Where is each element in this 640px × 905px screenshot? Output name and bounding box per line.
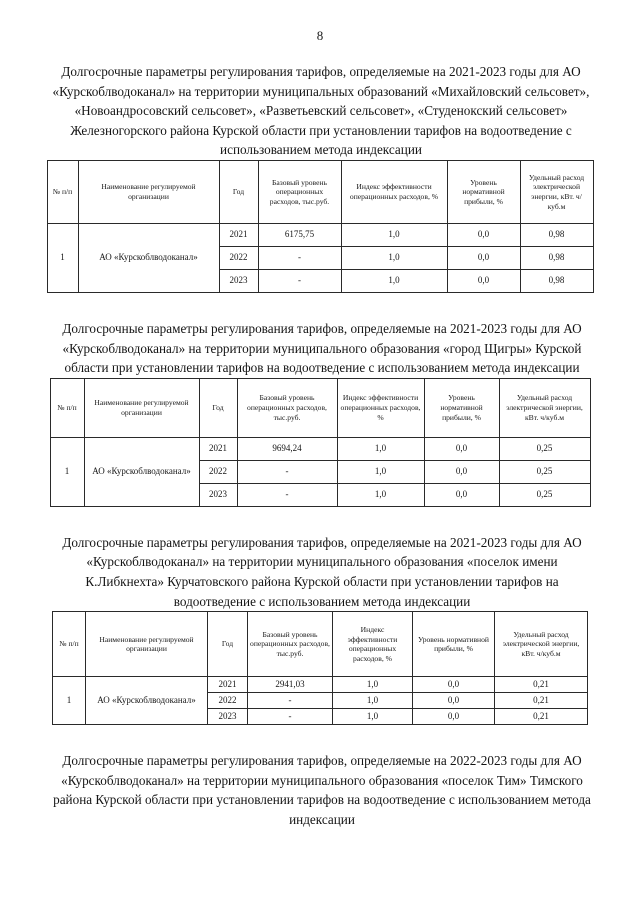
- col-header-number: № п/п: [53, 612, 86, 677]
- cell-index: 1,0: [337, 460, 424, 483]
- cell-index: 1,0: [337, 437, 424, 460]
- cell-index: 1,0: [333, 709, 413, 725]
- cell-energy: 0,25: [499, 437, 590, 460]
- cell-energy: 0,21: [495, 709, 588, 725]
- cell-year: 2022: [199, 460, 237, 483]
- cell-energy: 0,25: [499, 460, 590, 483]
- col-header-index: Индекс эффективности операционных расходов, %: [337, 378, 424, 437]
- col-header-year: Год: [208, 612, 248, 677]
- col-header-org: Наименование регулируемой организации: [84, 378, 199, 437]
- cell-profit: 0,0: [424, 437, 499, 460]
- section-2-heading: Долгосрочные параметры регулирования тарифов, определяемые на 2021-2023 годы для АО «Курскоблводоканал» на территории муниципального образования «город Щигры» Курской области при установлении тарифов на водоотведение с использованием метода индексации: [62, 320, 582, 376]
- cell-row-number: 1: [53, 677, 86, 725]
- cell-index: 1,0: [341, 269, 447, 292]
- cell-row-number: 1: [47, 223, 78, 292]
- cell-base-cost: -: [237, 483, 337, 506]
- cell-energy: 0,98: [520, 223, 593, 246]
- section-4-heading: Долгосрочные параметры регулирования тарифов, определяемые на 2022-2023 годы для АО «Курскоблводоканал» на территории муниципального образования «поселок Тим» Тимского района Курской области при установлении тарифов на водоотведение с использованием метода индексации: [53, 753, 591, 827]
- col-header-energy: Удельный расход электрической энергии, кВт. ч/куб.м: [499, 378, 590, 437]
- cell-base-cost: -: [258, 246, 341, 269]
- col-header-year: Год: [199, 378, 237, 437]
- col-header-org: Наименование регулируемой организации: [78, 160, 219, 223]
- cell-org-name: АО «Курскоблводоканал»: [84, 437, 199, 506]
- table-header-row: [50, 378, 590, 437]
- col-header-profit: Уровень нормативной прибыли, %: [447, 160, 520, 223]
- cell-index: 1,0: [333, 677, 413, 693]
- section-3-table: [52, 611, 588, 725]
- col-header-energy: Удельный расход электрической энергии, кВт. ч/куб.м: [495, 612, 588, 677]
- section-4: [0, 725, 640, 829]
- cell-year: 2021: [219, 223, 258, 246]
- col-header-number: № п/п: [50, 378, 84, 437]
- cell-energy: 0,25: [499, 483, 590, 506]
- cell-profit: 0,0: [424, 460, 499, 483]
- col-header-profit: Уровень нормативной прибыли, %: [413, 612, 495, 677]
- section-2: [0, 293, 640, 507]
- cell-profit: 0,0: [424, 483, 499, 506]
- section-1-heading: Долгосрочные параметры регулирования тарифов, определяемые на 2021-2023 годы для АО «Курскоблводоканал» на территории муниципальных образований «Михайловский сельсовет», «Новоандросовский сельсовет», «Разветьевский сельсовет», «Студенокский сельсовет» Железногорского района Курской области при установлении тарифов на водоотведение с использованием метода индексации: [52, 64, 590, 158]
- cell-year: 2021: [199, 437, 237, 460]
- section-2-table: [50, 378, 591, 507]
- cell-year: 2022: [208, 693, 248, 709]
- cell-energy: 0,98: [520, 269, 593, 292]
- cell-profit: 0,0: [413, 693, 495, 709]
- section-3-heading: Долгосрочные параметры регулирования тарифов, определяемые на 2021-2023 годы для АО «Курскоблводоканал» на территории муниципального образования «поселок имени К.Либкнехта» Курчатовского района Курской области при установлении тарифов на водоотведение с использованием метода индексации: [62, 534, 582, 609]
- col-header-index: Индекс эффективности операционных расходов, %: [333, 612, 413, 677]
- cell-base-cost: -: [237, 460, 337, 483]
- cell-index: 1,0: [337, 483, 424, 506]
- cell-profit: 0,0: [413, 709, 495, 725]
- cell-index: 1,0: [333, 693, 413, 709]
- col-header-year: Год: [219, 160, 258, 223]
- section-1: [0, 44, 640, 293]
- cell-energy: 0,98: [520, 246, 593, 269]
- cell-row-number: 1: [50, 437, 84, 506]
- table-header-row: [53, 612, 588, 677]
- cell-index: 1,0: [341, 223, 447, 246]
- col-header-number: № п/п: [47, 160, 78, 223]
- cell-year: 2022: [219, 246, 258, 269]
- col-header-base-cost: Базовый уровень операционных расходов, тыс.руб.: [258, 160, 341, 223]
- table-row: [47, 223, 593, 246]
- cell-index: 1,0: [341, 246, 447, 269]
- col-header-org: Наименование регулируемой организации: [86, 612, 208, 677]
- cell-org-name: АО «Курскоблводоканал»: [78, 223, 219, 292]
- cell-year: 2023: [219, 269, 258, 292]
- col-header-profit: Уровень нормативной прибыли, %: [424, 378, 499, 437]
- cell-year: 2021: [208, 677, 248, 693]
- cell-org-name: АО «Курскоблводоканал»: [86, 677, 208, 725]
- table-row: [50, 437, 590, 460]
- cell-base-cost: -: [248, 693, 333, 709]
- table-row: [53, 677, 588, 693]
- cell-base-cost: -: [248, 709, 333, 725]
- cell-base-cost: 6175,75: [258, 223, 341, 246]
- cell-year: 2023: [208, 709, 248, 725]
- col-header-index: Индекс эффективности операционных расходов, %: [341, 160, 447, 223]
- col-header-base-cost: Базовый уровень операционных расходов, тыс.руб.: [237, 378, 337, 437]
- cell-year: 2023: [199, 483, 237, 506]
- cell-energy: 0,21: [495, 693, 588, 709]
- page-number: 8: [316, 28, 324, 43]
- cell-profit: 0,0: [447, 223, 520, 246]
- cell-base-cost: -: [258, 269, 341, 292]
- col-header-base-cost: Базовый уровень операционных расходов, тыс.руб.: [248, 612, 333, 677]
- table-header-row: [47, 160, 593, 223]
- section-1-table: [47, 160, 594, 293]
- col-header-energy: Удельный расход электрической энергии, кВт. ч/куб.м: [520, 160, 593, 223]
- cell-base-cost: 9694,24: [237, 437, 337, 460]
- cell-profit: 0,0: [413, 677, 495, 693]
- cell-profit: 0,0: [447, 269, 520, 292]
- cell-base-cost: 2941,03: [248, 677, 333, 693]
- cell-profit: 0,0: [447, 246, 520, 269]
- section-3: [0, 507, 640, 725]
- cell-energy: 0,21: [495, 677, 588, 693]
